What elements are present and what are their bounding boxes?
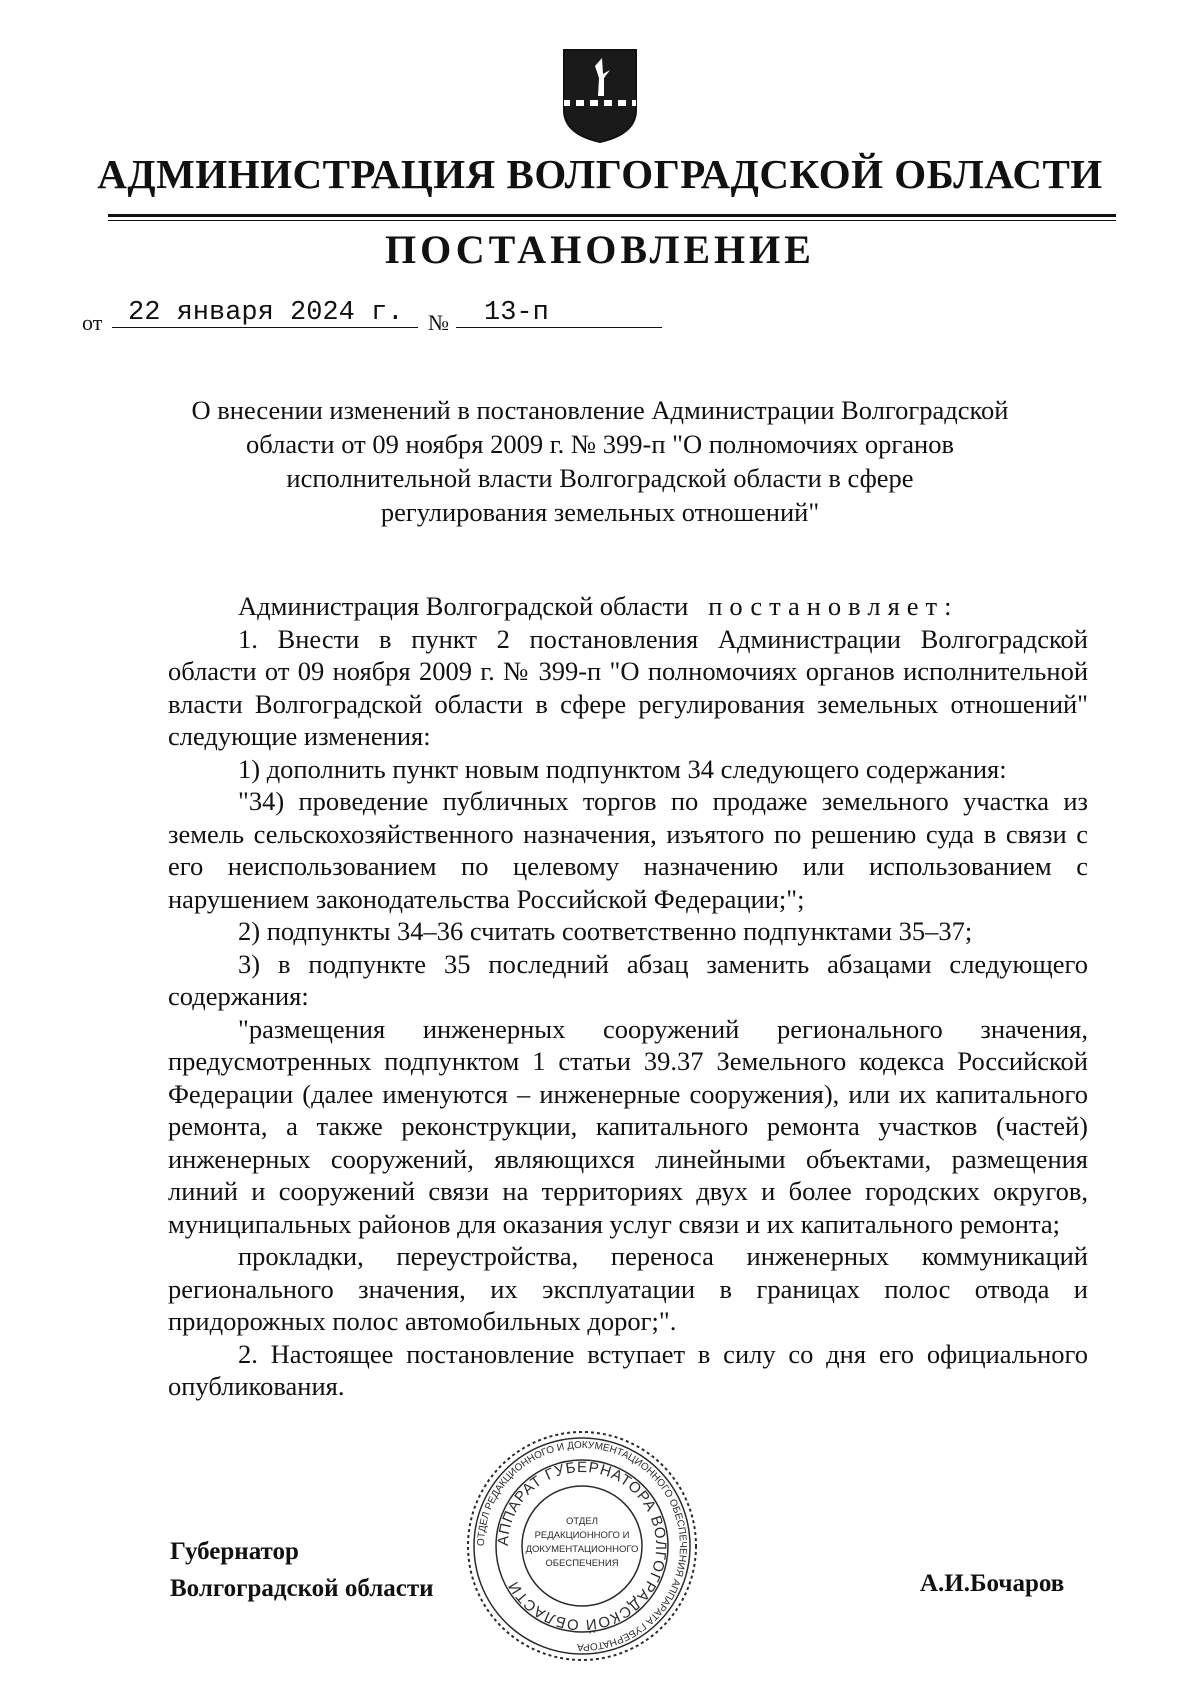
resolves-word: постановляет: bbox=[708, 591, 959, 621]
document-body bbox=[168, 590, 1088, 1403]
paragraph: "34) проведение публичных торгов по продаже земельного участка из земель сельскохозяйственного назначения, изъятого по решению суда в связи с его неиспользованием по целевому назначению или использованием с нарушением законодательства Российской Федерации;"; bbox=[168, 786, 1088, 914]
paragraph: 2. Настоящее постановление вступает в силу со дня его официального опубликования. bbox=[168, 1338, 1088, 1401]
dateline bbox=[82, 298, 682, 334]
date-from-label: от bbox=[82, 310, 103, 335]
document-date: 22 января 2024 г. bbox=[112, 298, 418, 328]
seal-outer-text: ОТДЕЛ РЕДАКЦИОННОГО И ДОКУМЕНТАЦИОННОГО ОБЕСПЕЧЕНИЯ АППАРАТА ГУБЕРНАТОРА bbox=[475, 1439, 689, 1653]
signatory-name: А.И.Бочаров bbox=[920, 1570, 1065, 1597]
signatory-position-line: Волгоградской области bbox=[170, 1575, 434, 1602]
subject-line: регулирования земельных отношений" bbox=[380, 497, 820, 527]
document-number: 13-п bbox=[456, 298, 662, 328]
seal-center-line: ДОКУМЕНТАЦИОННОГО bbox=[525, 1544, 639, 1555]
coat-of-arms-icon bbox=[562, 48, 638, 144]
seal-center-line: ОБЕСПЕЧЕНИЯ bbox=[545, 1558, 619, 1569]
paragraph: прокладки, переустройства, переноса инженерных коммуникаций регионального значения, их эксплуатации в границах полос отвода и придорожных полос автомобильных дорог;". bbox=[168, 1241, 1088, 1336]
preamble-text: Администрация Волгоградской области bbox=[238, 591, 689, 621]
paragraph: "размещения инженерных сооружений регионального значения, предусмотренных подпунктом 1 статьи 39.37 Земельного кодекса Российской Федерации (далее именуются – инженерные сооружения), или их капитального ремонта, а также реконструкции, капитального ремонта участков (частей) инженерных сооружений, являющихся линейными объектами, размещения линий и сооружений связи на территориях двух и более городских округов, муниципальных районов для оказания услуг связи и их капитального ремонта; bbox=[168, 1013, 1088, 1239]
subject-line: исполнительной власти Волгоградской области в сфере bbox=[286, 463, 914, 493]
header-rule-thin bbox=[108, 220, 1116, 221]
number-label: № bbox=[428, 310, 449, 335]
header-rule-thick bbox=[108, 214, 1116, 217]
preamble bbox=[168, 590, 1088, 623]
signatory-position-line: Губернатор bbox=[170, 1538, 299, 1565]
seal-ring-text: АППАРАТ ГУБЕРНАТОРА ВОЛГОГРАДСКОЙ ОБЛАСТИ bbox=[494, 1458, 670, 1634]
organization-title: АДМИНИСТРАЦИЯ ВОЛГОГРАДСКОЙ ОБЛАСТИ bbox=[97, 151, 1103, 197]
document-type: ПОСТАНОВЛЕНИЕ bbox=[385, 227, 815, 272]
document-subject bbox=[150, 393, 1050, 529]
official-seal bbox=[464, 1428, 700, 1664]
seal-center-line: РЕДАКЦИОННОГО И bbox=[534, 1530, 630, 1541]
signatory-position bbox=[170, 1533, 434, 1607]
paragraph: 1. Внести в пункт 2 постановления Администрации Волгоградской области от 09 ноября 2009 г. № 399-п "О полномочиях органов исполнительной власти Волгоградской области в сфере регулирования земельных отношений" следующие изменения: bbox=[168, 623, 1088, 751]
subject-line: О внесении изменений в постановление Администрации Волгоградской bbox=[191, 395, 1009, 425]
subject-line: области от 09 ноября 2009 г. № 399-п "О полномочиях органов bbox=[246, 429, 954, 459]
paragraph: 3) в подпункте 35 последний абзац заменить абзацами следующего содержания: bbox=[168, 948, 1088, 1011]
paragraph: 1) дополнить пункт новым подпунктом 34 следующего содержания: bbox=[238, 753, 1007, 784]
seal-center-line: ОТДЕЛ bbox=[566, 1516, 598, 1527]
paragraph: 2) подпункты 34–36 считать соответственно подпунктами 35–37; bbox=[238, 916, 973, 946]
